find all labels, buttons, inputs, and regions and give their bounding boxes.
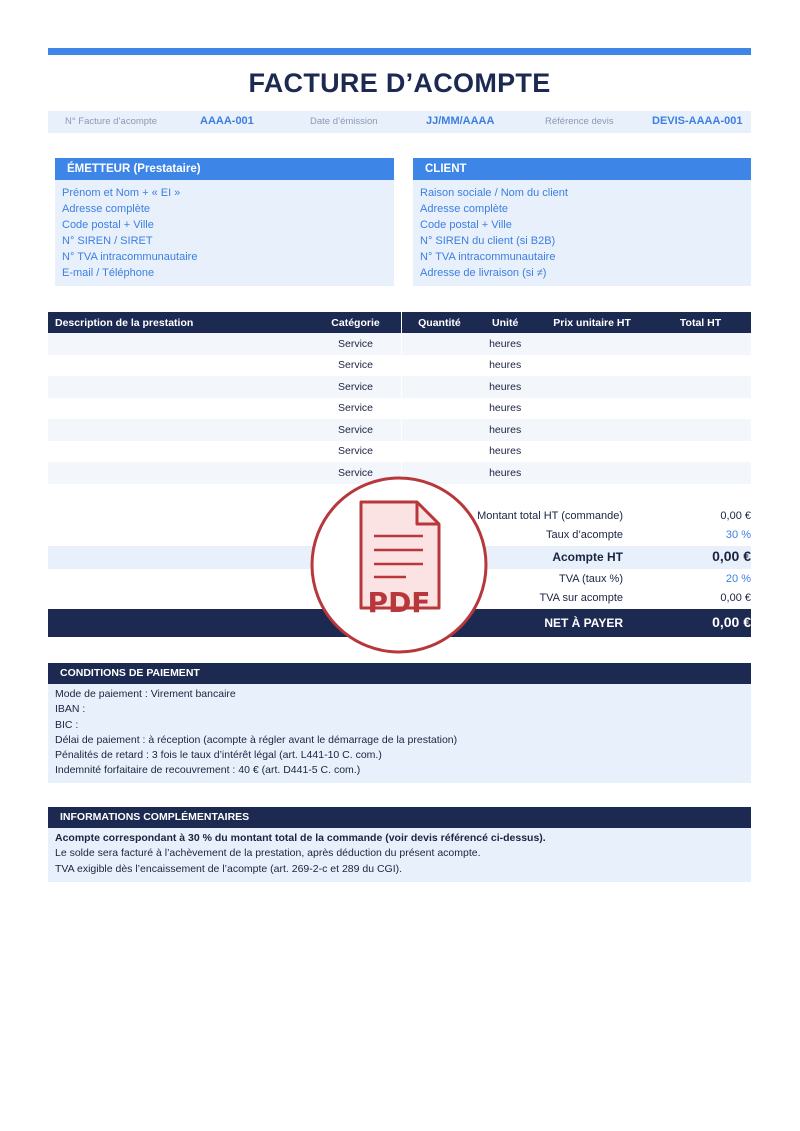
cell-total <box>651 376 751 398</box>
client-line: Adresse complète <box>420 203 509 215</box>
cell-unit-price[interactable] <box>534 398 651 420</box>
invoice-number-label: N° Facture d’acompte <box>65 116 157 127</box>
issuer-heading: ÉMETTEUR (Prestataire) <box>55 158 394 180</box>
payment-conditions-section <box>48 663 751 783</box>
table-row <box>48 441 751 463</box>
col-header-unit-price: Prix unitaire HT <box>534 312 651 333</box>
cell-unit-price[interactable] <box>534 441 651 463</box>
cell-unit-price[interactable] <box>534 462 651 484</box>
cell-total <box>651 441 751 463</box>
deposit-ht-value: 0,00 € <box>712 548 751 564</box>
cell-category: Service <box>310 376 402 398</box>
additional-info-heading: INFORMATIONS COMPLÉMENTAIRES <box>48 807 751 828</box>
col-header-unit: Unité <box>477 312 534 333</box>
cell-total <box>651 398 751 420</box>
info-line: TVA exigible dès l’encaissement de l’acompte (art. 269-2-c et 289 du CGI). <box>55 862 403 875</box>
deposit-rate-label: Taux d’acompte <box>545 529 623 541</box>
issuer-block <box>55 158 394 286</box>
cell-unit: heures <box>489 402 522 415</box>
client-line: Adresse de livraison (si ≠) <box>420 267 547 279</box>
cell-quantity[interactable] <box>402 376 477 398</box>
table-row <box>48 398 751 420</box>
cell-category: Service <box>337 359 373 372</box>
quote-reference-label: Référence devis <box>545 116 614 127</box>
cell-unit: heures <box>477 333 534 355</box>
table-row <box>48 376 751 398</box>
condition-line: Indemnité forfaitaire de recouvrement : 40 € (art. D441-5 C. com.) <box>55 764 361 777</box>
info-line: Acompte correspondant à 30 % du montant total de la commande (voir devis référencé ci-dessus). <box>55 832 546 844</box>
vat-rate-value[interactable]: 20 % <box>725 573 751 585</box>
quote-reference-value: DEVIS-AAAA-001 <box>652 115 743 127</box>
col-header-quantity: Quantité <box>402 312 477 333</box>
cell-description[interactable] <box>48 333 310 355</box>
issuer-line: Code postal + Ville <box>62 219 154 231</box>
cell-unit-price[interactable] <box>534 376 651 398</box>
cell-description[interactable] <box>48 419 310 441</box>
cell-category: Service <box>337 402 373 415</box>
client-line: N° SIREN du client (si B2B) <box>420 235 556 247</box>
cell-unit: heures <box>477 462 534 484</box>
cell-description[interactable] <box>48 355 310 377</box>
table-row <box>48 419 751 441</box>
client-block <box>413 158 751 286</box>
cell-quantity[interactable] <box>402 441 477 463</box>
cell-description[interactable] <box>48 441 310 463</box>
payment-conditions-heading: CONDITIONS DE PAIEMENT <box>48 663 751 684</box>
cell-total <box>651 333 751 355</box>
table-header-row <box>48 312 751 333</box>
condition-line: BIC : <box>55 718 79 731</box>
issue-date-value: JJ/MM/AAAA <box>426 115 495 127</box>
top-accent-bar <box>48 48 751 55</box>
condition-line: Délai de paiement : à réception (acompte à régler avant le démarrage de la prestation) <box>55 733 458 746</box>
invoice-number-value: AAAA-001 <box>200 115 254 127</box>
client-heading: CLIENT <box>413 158 751 180</box>
pdf-file-icon <box>310 476 488 654</box>
total-order-label: Montant total HT (commande) <box>477 510 623 522</box>
cell-unit-price[interactable] <box>534 333 651 355</box>
cell-quantity[interactable] <box>402 333 477 355</box>
client-line: Code postal + Ville <box>420 219 512 231</box>
cell-unit-price[interactable] <box>534 355 651 377</box>
issue-date-label: Date d’émission <box>310 116 378 127</box>
cell-description[interactable] <box>48 376 310 398</box>
items-table <box>48 312 751 484</box>
cell-category: Service <box>310 333 402 355</box>
table-row <box>48 333 751 355</box>
pdf-badge-text: PDF <box>367 586 431 619</box>
info-line: Le solde sera facturé à l’achèvement de la prestation, après déduction du présent acompte. <box>55 847 481 860</box>
vat-amount-label: TVA sur acompte <box>539 592 623 604</box>
issuer-line: Adresse complète <box>62 203 151 215</box>
deposit-ht-label: Acompte HT <box>552 550 623 564</box>
issuer-line: E-mail / Téléphone <box>62 267 155 279</box>
cell-description[interactable] <box>48 398 310 420</box>
client-line: N° TVA intracommunautaire <box>420 251 556 263</box>
table-row <box>48 355 751 377</box>
cell-unit: heures <box>477 419 534 441</box>
cell-category: Service <box>310 462 402 484</box>
net-to-pay-label: NET À PAYER <box>544 616 623 630</box>
cell-quantity[interactable] <box>402 419 477 441</box>
issuer-line: Prénom et Nom + « EI » <box>62 187 181 199</box>
cell-quantity[interactable] <box>402 398 477 420</box>
cell-total <box>651 419 751 441</box>
issuer-line: N° TVA intracommunautaire <box>62 251 198 263</box>
cell-description[interactable] <box>48 462 310 484</box>
vat-amount-value: 0,00 € <box>720 592 751 604</box>
vat-rate-label: TVA (taux %) <box>559 573 623 585</box>
condition-line: Pénalités de retard : 3 fois le taux d’intérêt légal (art. L441-10 C. com.) <box>55 749 382 762</box>
cell-unit: heures <box>477 376 534 398</box>
cell-unit: heures <box>489 359 522 372</box>
col-header-category: Catégorie <box>310 312 402 333</box>
condition-line: IBAN : <box>55 703 86 716</box>
cell-quantity[interactable] <box>402 355 477 377</box>
net-to-pay-value: 0,00 € <box>712 614 751 630</box>
issuer-line: N° SIREN / SIRET <box>62 235 153 247</box>
total-order-value: 0,00 € <box>720 510 751 522</box>
cell-unit-price[interactable] <box>534 419 651 441</box>
cell-total <box>651 355 751 377</box>
col-header-description: Description de la prestation <box>48 312 310 333</box>
cell-category: Service <box>310 419 402 441</box>
col-header-total: Total HT <box>651 312 751 333</box>
cell-category: Service <box>337 445 373 458</box>
cell-total <box>651 462 751 484</box>
invoice-meta-bar <box>48 111 751 133</box>
additional-info-section <box>48 807 751 882</box>
cell-unit: heures <box>489 445 522 458</box>
deposit-rate-value[interactable]: 30 % <box>725 529 751 541</box>
condition-line: Mode de paiement : Virement bancaire <box>55 688 236 700</box>
client-line: Raison sociale / Nom du client <box>420 187 568 199</box>
page-title: FACTURE D’ACOMPTE <box>248 68 551 98</box>
